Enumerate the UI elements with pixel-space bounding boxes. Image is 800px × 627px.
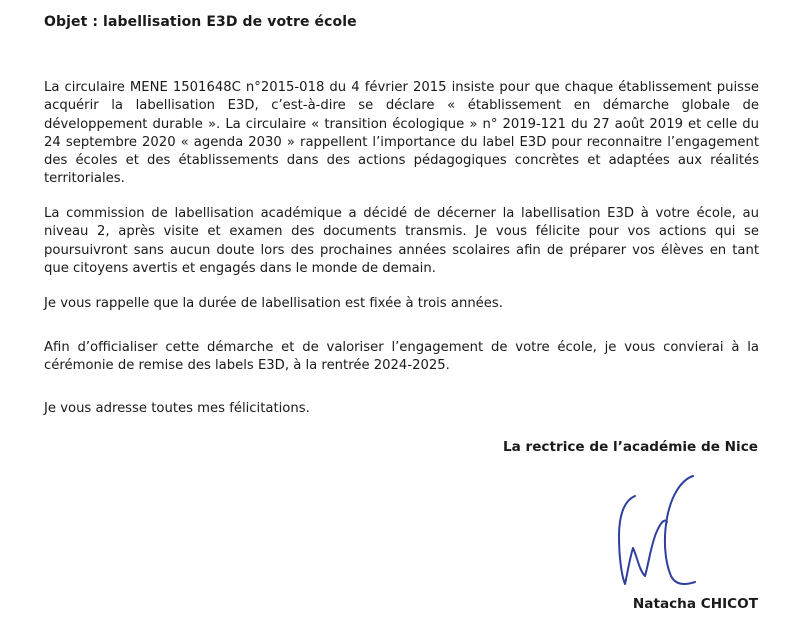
paragraph-circulaire: La circulaire MENE 1501648C n°2015-018 du 4 février 2015 insiste pour que chaque établissement puisse acquérir la labellisation E3D, c’est-à-dire se déclare « établissement en démarche globale de développement durable ». La circulaire « transition écologique » n° 2019-121 du 27 août 2019 et celle du 24 septembre 2020 « agenda 2030 » rappellent l’importance du label E3D pour reconnaitre l’engagement des écoles et des établissements dans des actions pédagogiques concrètes et adaptées aux réalités territoriales. xyxy=(44,80,759,187)
letter-subject: Objet : labellisation E3D de votre école xyxy=(44,14,357,30)
closing-title: La rectrice de l’académie de Nice xyxy=(502,439,758,455)
handwritten-signature xyxy=(605,466,700,591)
paragraph-commission: La commission de labellisation académique a décidé de décerner la labellisation E3D à votre école, au niveau 2, après visite et examen des documents transmis. Je vous félicite pour vos actions qui se poursuivront sans aucun doute lors des prochaines années scolaires afin de préparer vos élèves en tant que citoyens avertis et engagés dans le monde de demain. xyxy=(44,206,759,276)
paragraph-ceremonie: Afin d’officialiser cette démarche et de valoriser l’engagement de votre école, je vous convierai à la cérémonie de remise des labels E3D, à la rentrée 2024-2025. xyxy=(44,340,759,374)
signer-name: Natacha CHICOT xyxy=(632,596,758,612)
paragraph-duree: Je vous rappelle que la durée de labellisation est fixée à trois années. xyxy=(44,296,503,311)
paragraph-felicitations: Je vous adresse toutes mes félicitations. xyxy=(44,401,310,416)
